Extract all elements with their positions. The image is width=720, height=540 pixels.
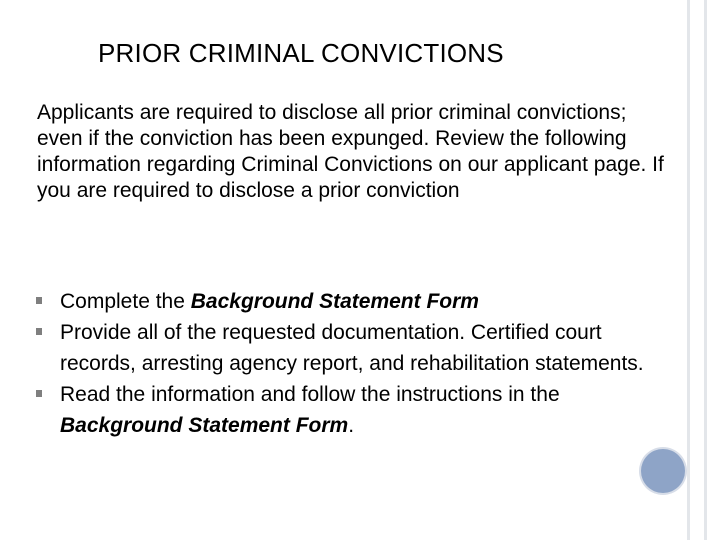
bullet-list bbox=[36, 286, 666, 441]
decorative-circle-icon bbox=[641, 449, 685, 493]
form-name: Background Statement Form bbox=[60, 414, 349, 437]
bullet-text: Read the information and follow the instructions in the bbox=[60, 383, 560, 406]
form-name: Background Statement Form bbox=[190, 290, 479, 313]
intro-paragraph: Applicants are required to disclose all prior criminal convictions; even if the conviction has been expunged. Review the following information regarding Criminal Convictions on our applicant page. If you are required to disclose a prior conviction bbox=[37, 101, 664, 202]
bullet-text: Provide all of the requested documentation. Certified court records, arresting agency report, and rehabilitation statements. bbox=[60, 321, 644, 375]
decorative-rule bbox=[704, 0, 707, 540]
square-bullet-icon bbox=[36, 390, 42, 397]
square-bullet-icon bbox=[36, 297, 42, 304]
decorative-rule bbox=[687, 0, 690, 540]
bullet-text-end: . bbox=[348, 414, 355, 437]
slide-title: PRIOR CRIMINAL CONVICTIONS bbox=[98, 38, 504, 68]
bullet-text: Complete the bbox=[60, 290, 191, 313]
list-item bbox=[36, 379, 666, 441]
list-item bbox=[36, 317, 666, 379]
list-item bbox=[36, 286, 666, 317]
square-bullet-icon bbox=[36, 328, 42, 335]
